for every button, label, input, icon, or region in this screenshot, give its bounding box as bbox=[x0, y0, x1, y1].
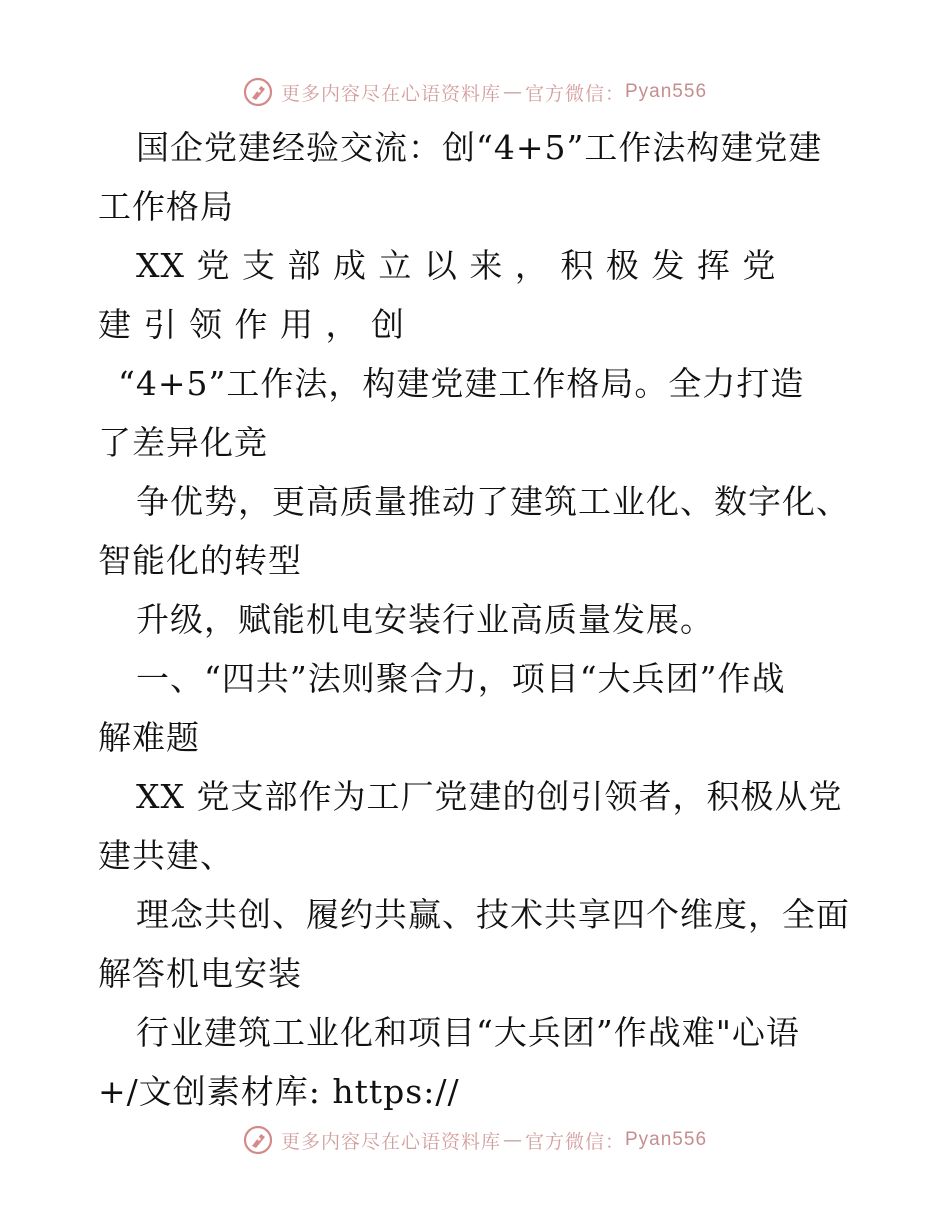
title-line-2: 工作格局 bbox=[98, 187, 234, 226]
section-heading-line-2: 解难题 bbox=[98, 718, 200, 757]
watermark-contact-id: Pyan556 bbox=[625, 81, 708, 102]
paragraph-line: 建共建、 bbox=[98, 836, 234, 875]
pen-nib-logo-icon bbox=[243, 1125, 273, 1155]
watermark-contact-id: Pyan556 bbox=[625, 1129, 708, 1150]
paragraph-line: 争优势，更高质量推动了建筑工业化、数字化、 bbox=[136, 482, 850, 521]
watermark-contact-label: 官方微信： bbox=[524, 1130, 625, 1153]
pen-nib-logo-icon bbox=[243, 77, 273, 107]
paragraph-line: 升级，赋能机电安装行业高质量发展。 bbox=[136, 600, 714, 639]
paragraph-line: 了差异化竞 bbox=[98, 423, 268, 462]
watermark-separator: — bbox=[502, 1129, 523, 1151]
watermark-text: 更多内容尽在心语资料库 bbox=[280, 1130, 501, 1153]
paragraph-line: XX 党 支 部 成 立 以 来 ， 积 极 发 挥 党 bbox=[136, 246, 777, 285]
document-body bbox=[98, 118, 858, 1121]
paragraph-line: 解答机电安装 bbox=[98, 954, 302, 993]
paragraph-line: 行业建筑工业化和项目“大兵团”作战难"心语 bbox=[136, 1013, 800, 1052]
paragraph-line: “4+5”工作法，构建党建工作格局。全力打造 bbox=[118, 364, 805, 403]
paragraph-line: XX 党支部作为工厂党建的创引领者，积极从党 bbox=[136, 777, 843, 816]
title-line-1: 国企党建经验交流：创“4+5”工作法构建党建 bbox=[136, 128, 823, 167]
paragraph-line: +/文创素材库: https:// bbox=[98, 1072, 460, 1111]
paragraph-line: 理念共创、履约共赢、技术共享四个维度，全面 bbox=[136, 895, 850, 934]
watermark-separator: — bbox=[502, 81, 523, 103]
paragraph-line: 智能化的转型 bbox=[98, 541, 302, 580]
footer-watermark bbox=[0, 1120, 950, 1160]
watermark-text: 更多内容尽在心语资料库 bbox=[280, 82, 501, 105]
paragraph-line: 建 引 领 作 用 ， 创 bbox=[98, 305, 405, 344]
section-heading-line-1: 一、“四共”法则聚合力，项目“大兵团”作战 bbox=[136, 659, 786, 698]
header-watermark bbox=[0, 72, 950, 112]
watermark-contact-label: 官方微信： bbox=[524, 82, 625, 105]
